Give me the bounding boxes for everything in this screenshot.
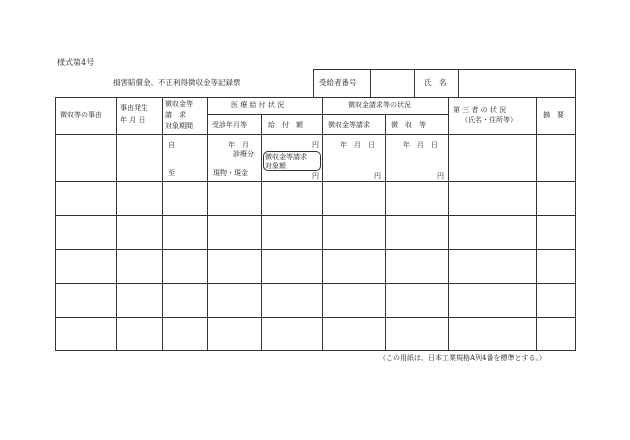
col-divider (116, 97, 117, 351)
header-third-party: 第 三 者 の 状 況 (453, 106, 507, 114)
header-third-party-sub: （氏名・住所等） (461, 116, 517, 124)
table-top-border (55, 97, 575, 98)
header-claim-period-3: 対象期間 (165, 122, 193, 130)
col-divider (536, 97, 537, 351)
col-divider (448, 97, 449, 351)
recipient-number-label: 受給者番号 (319, 78, 357, 87)
divider (458, 69, 459, 98)
divider (414, 69, 415, 98)
header-occurrence-date-2: 年 月 日 (120, 116, 146, 124)
col-divider (207, 97, 208, 351)
row1-year-month: 年 月 (228, 141, 249, 149)
row1-claim-date: 年 月 日 (340, 141, 375, 149)
table-right-border (575, 69, 576, 351)
header-visit-month: 受診年月等 (212, 121, 247, 129)
row1-receipt-yen: 円 (437, 172, 444, 180)
top-row-left-border (313, 69, 314, 98)
header-reason: 徴収等の事由 (60, 111, 102, 119)
row1-from: 自 (168, 141, 175, 149)
row-line (55, 215, 576, 216)
header-medical-status: 医 療 給 付 状 況 (231, 101, 285, 109)
form-number: 様式第4号 (57, 58, 95, 67)
row1-claim-yen: 円 (374, 172, 381, 180)
col-divider (261, 114, 262, 351)
header-collection-status: 徴収金請求等の状況 (348, 101, 411, 109)
col-divider (322, 97, 323, 351)
header-occurrence-date-1: 事由発生 (120, 104, 148, 112)
row1-receipt-date: 年 月 日 (403, 141, 438, 149)
row1-in-kind-cash: 現物・現金 (213, 169, 248, 177)
row1-benefit-yen: 円 (312, 141, 319, 149)
header-claim-period-2: 請 求 (165, 111, 186, 119)
footer-note: （この用紙は、日本工業規格A列4番を標準とする。） (379, 354, 547, 362)
header-collection-claim: 徴収金等請求 (328, 121, 370, 129)
header-claim-period-1: 徴収金等 (165, 100, 193, 108)
header-collection-receipt: 徴 収 等 (391, 121, 426, 129)
row-line (55, 181, 576, 182)
divider (370, 69, 371, 98)
row1-claim-target-yen: 円 (312, 172, 319, 180)
table-left-border (55, 97, 56, 351)
col-divider (162, 97, 163, 351)
table-bottom-border (55, 350, 576, 351)
col-divider (385, 114, 386, 351)
row1-to: 至 (168, 169, 175, 177)
header-benefit-amount: 給 付 額 (268, 121, 303, 129)
claim-target-amount-1: 徴収金等請求 (265, 153, 307, 161)
top-row-top-border (313, 69, 575, 70)
name-label: 氏 名 (424, 78, 447, 87)
claim-target-amount-2: 対象額 (265, 162, 286, 170)
row-line (55, 249, 576, 250)
header-bottom-line (55, 134, 576, 135)
row1-treatment-category: 診療分 (233, 150, 254, 158)
row-line (55, 283, 576, 284)
row-line (55, 317, 576, 318)
subheader-line (207, 114, 448, 115)
header-remarks: 摘 要 (543, 111, 564, 119)
form-title: 損害賠償金、不正利得徴収金等記録票 (113, 78, 241, 87)
